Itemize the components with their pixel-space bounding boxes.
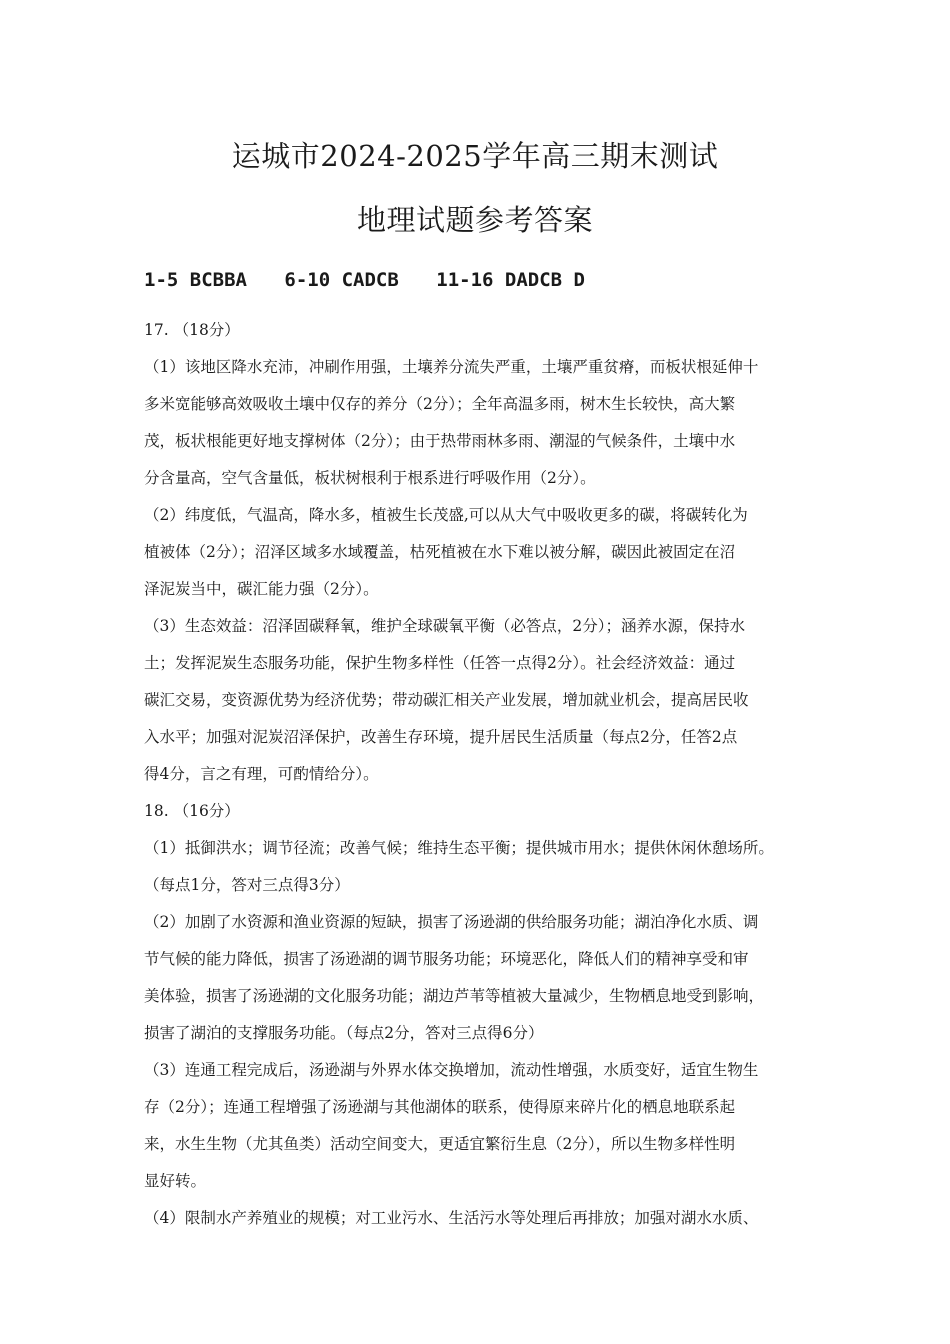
q17-2-line: 植被体（2分）；沼泽区域多水域覆盖，枯死植被在水下难以被分解，碳因此被固定在沼 bbox=[144, 543, 736, 561]
q18-3-line: 显好转。 bbox=[144, 1172, 207, 1190]
q17-3-line: 得4分，言之有理，可酌情给分）。 bbox=[144, 765, 379, 783]
q18-3-line: 来，水生生物（尤其鱼类）活动空间变大，更适宜繁衍生息（2分），所以生物多样性明 bbox=[144, 1135, 736, 1153]
answers-group-6-10: 6-10 CADCB bbox=[284, 269, 399, 291]
document-title: 运城市2024-2025学年高三期末测试 bbox=[231, 139, 719, 173]
q17-1-line: 多米宽能够高效吸收土壤中仅存的养分（2分）；全年高温多雨，树木生长较快，高大繁 bbox=[144, 395, 736, 413]
q18-1-line: （每点1分，答对三点得3分） bbox=[144, 876, 350, 894]
q17-1-line: （1）该地区降水充沛，冲刷作用强，土壤养分流失严重，土壤严重贫瘠，而板状根延伸十 bbox=[144, 358, 759, 376]
q18-2-line: 节气候的能力降低，损害了汤逊湖的调节服务功能；环境恶化，降低人们的精神享受和审 bbox=[144, 950, 749, 968]
q17-1-line: 茂，板状根能更好地支撑树体（2分）；由于热带雨林多雨、潮湿的气候条件，土壤中水 bbox=[144, 432, 736, 450]
q17-heading: 17. （18分） bbox=[144, 321, 240, 339]
q17-2-line: 泽泥炭当中，碳汇能力强（2分）。 bbox=[144, 580, 379, 598]
q18-2-line: 美体验，损害了汤逊湖的文化服务功能；湖边芦苇等植被大量减少，生物栖息地受到影响， bbox=[144, 987, 765, 1005]
q18-heading: 18. （16分） bbox=[144, 802, 240, 820]
q17-3-line: （3）生态效益：沼泽固碳释氧，维护全球碳氧平衡（必答点，2分）；涵养水源，保持水 bbox=[144, 617, 745, 635]
answers-group-1-5: 1-5 BCBBA bbox=[144, 269, 247, 291]
q18-2-line: （2）加剧了水资源和渔业资源的短缺，损害了汤逊湖的供给服务功能；湖泊净化水质、调 bbox=[144, 913, 759, 931]
document-subtitle: 地理试题参考答案 bbox=[356, 203, 593, 237]
answers-group-11-16: 11-16 DADCB D bbox=[436, 269, 585, 291]
q18-1-line: （1）抵御洪水；调节径流；改善气候；维持生态平衡；提供城市用水；提供休闲休憩场所。 bbox=[144, 839, 774, 857]
q17-2-line: （2）纬度低，气温高，降水多，植被生长茂盛,可以从大气中吸收更多的碳，将碳转化为 bbox=[144, 506, 748, 524]
q17-1-line: 分含量高，空气含量低，板状树根利于根系进行呼吸作用（2分）。 bbox=[144, 469, 596, 487]
q17-3-line: 入水平；加强对泥炭沼泽保护，改善生存环境，提升居民生活质量（每点2分，任答2点 bbox=[144, 728, 738, 746]
q18-3-line: 存（2分）；连通工程增强了汤逊湖与其他湖体的联系，使得原来碎片化的栖息地联系起 bbox=[144, 1098, 736, 1116]
q18-4-line: （4）限制水产养殖业的规模；对工业污水、生活污水等处理后再排放；加强对湖水水质、 bbox=[144, 1209, 759, 1227]
q18-3-line: （3）连通工程完成后，汤逊湖与外界水体交换增加，流动性增强，水质变好，适宜生物生 bbox=[144, 1061, 759, 1079]
q17-3-line: 土；发挥泥炭生态服务功能，保护生物多样性（任答一点得2分）。社会经济效益：通过 bbox=[144, 654, 736, 672]
answer-body bbox=[144, 318, 820, 1243]
q17-3-line: 碳汇交易，变资源优势为经济优势；带动碳汇相关产业发展，增加就业机会，提高居民收 bbox=[144, 691, 749, 709]
q18-2-line: 损害了湖泊的支撑服务功能。（每点2分，答对三点得6分） bbox=[144, 1024, 544, 1042]
multiple-choice-answers bbox=[144, 269, 611, 291]
